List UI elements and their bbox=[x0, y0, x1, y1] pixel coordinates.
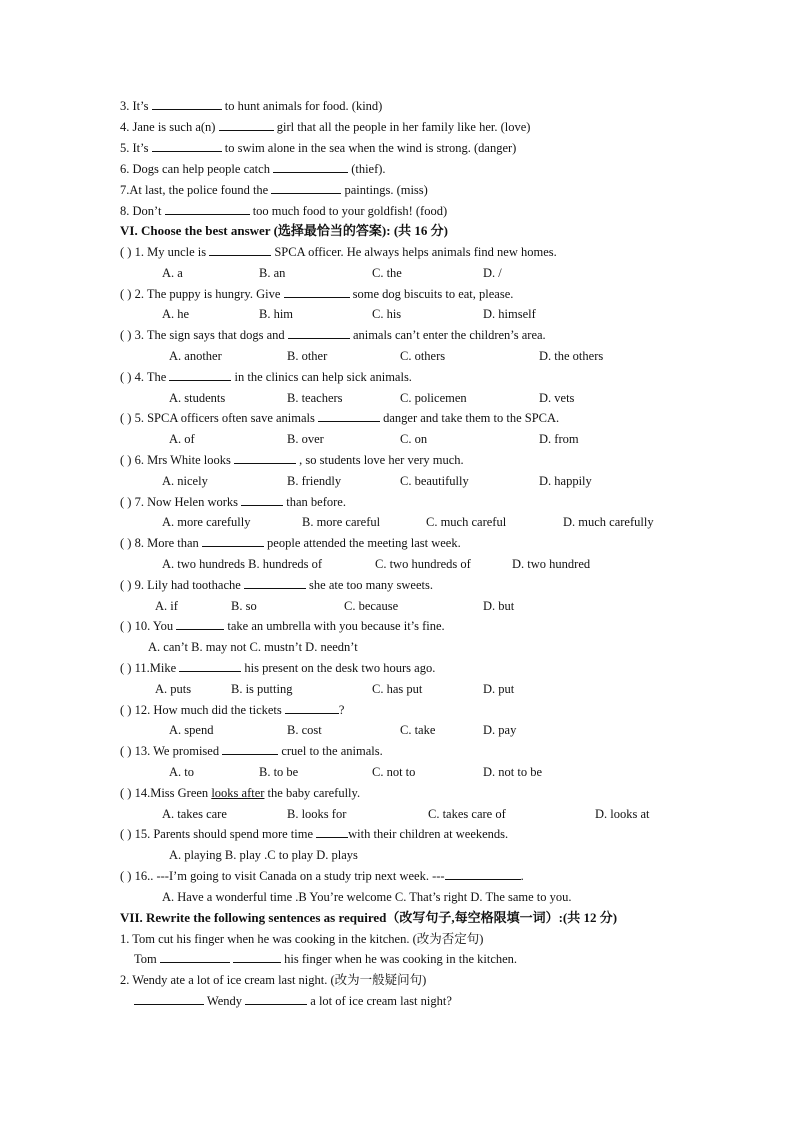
mc-q5-option-a[interactable]: A. of bbox=[169, 432, 195, 446]
mc-question-1-stem: ( ) 1. My uncle is SPCA officer. He always helps animals find new homes. bbox=[120, 245, 557, 259]
answer-blank[interactable] bbox=[165, 203, 250, 215]
mc-q5-option-b[interactable]: B. over bbox=[287, 432, 324, 446]
rewrite-question-1: 1. Tom cut his finger when he was cooking in the kitchen. (改为否定句) bbox=[120, 932, 484, 946]
mc-q12-option-b[interactable]: B. cost bbox=[287, 723, 322, 737]
mc-q3-option-b[interactable]: B. other bbox=[287, 349, 328, 363]
mc-question-3-stem: ( ) 3. The sign says that dogs and animals can’t enter the children’s area. bbox=[120, 328, 546, 342]
mc-q9-option-d[interactable]: D. but bbox=[483, 599, 515, 613]
answer-blank[interactable] bbox=[202, 535, 264, 547]
rewrite-question-2: 2. Wendy ate a lot of ice cream last night. (改为一般疑问句) bbox=[120, 973, 427, 987]
rewrite-answer-2: Wendy a lot of ice cream last night? bbox=[134, 993, 452, 1009]
word-form-question-3: 3. It’s to hunt animals for food. (kind) bbox=[120, 99, 383, 113]
mc-question-10-stem: ( ) 10. You take an umbrella with you because it’s fine. bbox=[120, 619, 445, 633]
mc-q2-option-c[interactable]: C. his bbox=[372, 307, 402, 321]
mc-q13-option-b[interactable]: B. to be bbox=[259, 765, 299, 779]
mc-q1-option-c[interactable]: C. the bbox=[372, 266, 402, 280]
mc-question-6-stem: ( ) 6. Mrs White looks , so students love her very much. bbox=[120, 453, 464, 467]
answer-blank[interactable] bbox=[445, 868, 521, 880]
mc-q13-option-d[interactable]: D. not to be bbox=[483, 765, 543, 779]
mc-q2-option-b[interactable]: B. him bbox=[259, 307, 294, 321]
mc-question-5-stem: ( ) 5. SPCA officers often save animals danger and take them to the SPCA. bbox=[120, 411, 560, 425]
word-form-question-7: 7.At last, the police found the paintings. (miss) bbox=[120, 183, 428, 197]
mc-q4-option-d[interactable]: D. vets bbox=[539, 391, 575, 405]
answer-blank[interactable] bbox=[271, 182, 341, 194]
answer-blank[interactable] bbox=[241, 494, 283, 506]
mc-q14-option-d[interactable]: D. looks at bbox=[595, 807, 650, 821]
mc-q14-option-c[interactable]: C. takes care of bbox=[428, 807, 506, 821]
answer-blank[interactable] bbox=[233, 951, 281, 963]
mc-q1-option-a[interactable]: A. a bbox=[162, 266, 183, 280]
mc-q15-options[interactable]: A. playing B. play .C to play D. plays bbox=[169, 848, 358, 862]
mc-q4-option-b[interactable]: B. teachers bbox=[287, 391, 343, 405]
word-form-question-4: 4. Jane is such a(n) girl that all the people in her family like her. (love) bbox=[120, 120, 531, 134]
mc-q12-option-c[interactable]: C. take bbox=[400, 723, 436, 737]
section-heading-vii: VII. Rewrite the following sentences as required（改写句子,每空格限填一词）:(共 12 分) bbox=[120, 910, 618, 925]
mc-question-11-stem: ( ) 11.Mike his present on the desk two hours ago. bbox=[120, 661, 436, 675]
mc-q13-option-a[interactable]: A. to bbox=[169, 765, 194, 779]
mc-q8-option-c[interactable]: C. two hundreds of bbox=[375, 557, 471, 571]
mc-q5-option-d[interactable]: D. from bbox=[539, 432, 579, 446]
answer-blank[interactable] bbox=[245, 993, 307, 1005]
mc-question-8-stem: ( ) 8. More than people attended the meeting last week. bbox=[120, 536, 461, 550]
answer-blank[interactable] bbox=[209, 244, 271, 256]
mc-q11-option-b[interactable]: B. is putting bbox=[231, 682, 293, 696]
answer-blank[interactable] bbox=[134, 993, 204, 1005]
mc-question-16-stem: ( ) 16.. ---I’m going to visit Canada on a study trip next week. --- . bbox=[120, 869, 524, 883]
answer-blank[interactable] bbox=[160, 951, 230, 963]
rewrite-answer-1: Tom his finger when he was cooking in the kitchen. bbox=[134, 952, 518, 966]
mc-q6-option-a[interactable]: A. nicely bbox=[162, 474, 208, 488]
mc-q1-option-d[interactable]: D. / bbox=[483, 266, 502, 280]
mc-q9-option-a[interactable]: A. if bbox=[155, 599, 178, 613]
answer-blank[interactable] bbox=[219, 119, 274, 131]
mc-q13-option-c[interactable]: C. not to bbox=[372, 765, 416, 779]
answer-blank[interactable] bbox=[244, 577, 306, 589]
mc-q6-option-b[interactable]: B. friendly bbox=[287, 474, 342, 488]
mc-q9-option-c[interactable]: C. because bbox=[344, 599, 399, 613]
mc-question-2-stem: ( ) 2. The puppy is hungry. Give some dog biscuits to eat, please. bbox=[120, 287, 514, 301]
mc-q3-option-d[interactable]: D. the others bbox=[539, 349, 604, 363]
answer-blank[interactable] bbox=[179, 660, 241, 672]
mc-q7-option-b[interactable]: B. more careful bbox=[302, 515, 381, 529]
mc-question-4-stem: ( ) 4. The in the clinics can help sick animals. bbox=[120, 370, 412, 384]
mc-q10-options[interactable]: A. can’t B. may not C. mustn’t D. needn’t bbox=[148, 640, 358, 654]
answer-blank[interactable] bbox=[285, 702, 339, 714]
mc-q14-option-b[interactable]: B. looks for bbox=[287, 807, 347, 821]
mc-q7-option-d[interactable]: D. much carefully bbox=[563, 515, 654, 529]
answer-blank[interactable] bbox=[222, 743, 278, 755]
word-form-question-5: 5. It’s to swim alone in the sea when the wind is strong. (danger) bbox=[120, 141, 517, 155]
mc-q2-option-a[interactable]: A. he bbox=[162, 307, 190, 321]
answer-blank[interactable] bbox=[152, 98, 222, 110]
section-heading-vi: VI. Choose the best answer (选择最恰当的答案): (共 16 分) bbox=[120, 223, 448, 238]
answer-blank[interactable] bbox=[273, 161, 348, 173]
mc-q12-option-d[interactable]: D. pay bbox=[483, 723, 517, 737]
answer-blank[interactable] bbox=[316, 826, 348, 838]
answer-blank[interactable] bbox=[284, 286, 350, 298]
mc-q11-option-d[interactable]: D. put bbox=[483, 682, 515, 696]
mc-q9-option-b[interactable]: B. so bbox=[231, 599, 257, 613]
mc-q1-option-b[interactable]: B. an bbox=[259, 266, 286, 280]
word-form-question-8: 8. Don’t too much food to your goldfish! (food) bbox=[120, 204, 448, 218]
mc-q3-option-a[interactable]: A. another bbox=[169, 349, 222, 363]
mc-q11-option-c[interactable]: C. has put bbox=[372, 682, 423, 696]
mc-question-9-stem: ( ) 9. Lily had toothache she ate too many sweets. bbox=[120, 578, 433, 592]
mc-q4-option-a[interactable]: A. students bbox=[169, 391, 226, 405]
answer-blank[interactable] bbox=[152, 140, 222, 152]
mc-q5-option-c[interactable]: C. on bbox=[400, 432, 428, 446]
answer-blank[interactable] bbox=[288, 327, 350, 339]
mc-question-12-stem: ( ) 12. How much did the tickets ? bbox=[120, 703, 345, 717]
mc-q6-option-d[interactable]: D. happily bbox=[539, 474, 592, 488]
answer-blank[interactable] bbox=[234, 452, 296, 464]
mc-q8-option-d[interactable]: D. two hundred bbox=[512, 557, 591, 571]
mc-question-13-stem: ( ) 13. We promised cruel to the animals. bbox=[120, 744, 383, 758]
word-form-question-6: 6. Dogs can help people catch (thief). bbox=[120, 162, 386, 176]
mc-q16-options[interactable]: A. Have a wonderful time .B You’re welcome C. That’s right D. The same to you. bbox=[162, 890, 572, 904]
mc-q3-option-c[interactable]: C. others bbox=[400, 349, 446, 363]
mc-q12-option-a[interactable]: A. spend bbox=[169, 723, 214, 737]
mc-q7-option-a[interactable]: A. more carefully bbox=[162, 515, 251, 529]
mc-q2-option-d[interactable]: D. himself bbox=[483, 307, 536, 321]
mc-q6-option-c[interactable]: C. beautifully bbox=[400, 474, 469, 488]
mc-q14-option-a[interactable]: A. takes care bbox=[162, 807, 227, 821]
mc-question-7-stem: ( ) 7. Now Helen works than before. bbox=[120, 495, 346, 509]
underlined-phrase: looks after bbox=[211, 786, 265, 800]
mc-q8-option-ab[interactable]: A. two hundreds B. hundreds of bbox=[162, 557, 323, 571]
mc-question-14-stem: ( ) 14.Miss Green looks after the baby carefully. bbox=[120, 786, 361, 800]
mc-q4-option-c[interactable]: C. policemen bbox=[400, 391, 467, 405]
answer-blank[interactable] bbox=[176, 618, 224, 630]
mc-question-15-stem: ( ) 15. Parents should spend more time with their children at weekends. bbox=[120, 827, 509, 841]
answer-blank[interactable] bbox=[169, 369, 231, 381]
answer-blank[interactable] bbox=[318, 410, 380, 422]
mc-q7-option-c[interactable]: C. much careful bbox=[426, 515, 507, 529]
mc-q11-option-a[interactable]: A. puts bbox=[155, 682, 192, 696]
